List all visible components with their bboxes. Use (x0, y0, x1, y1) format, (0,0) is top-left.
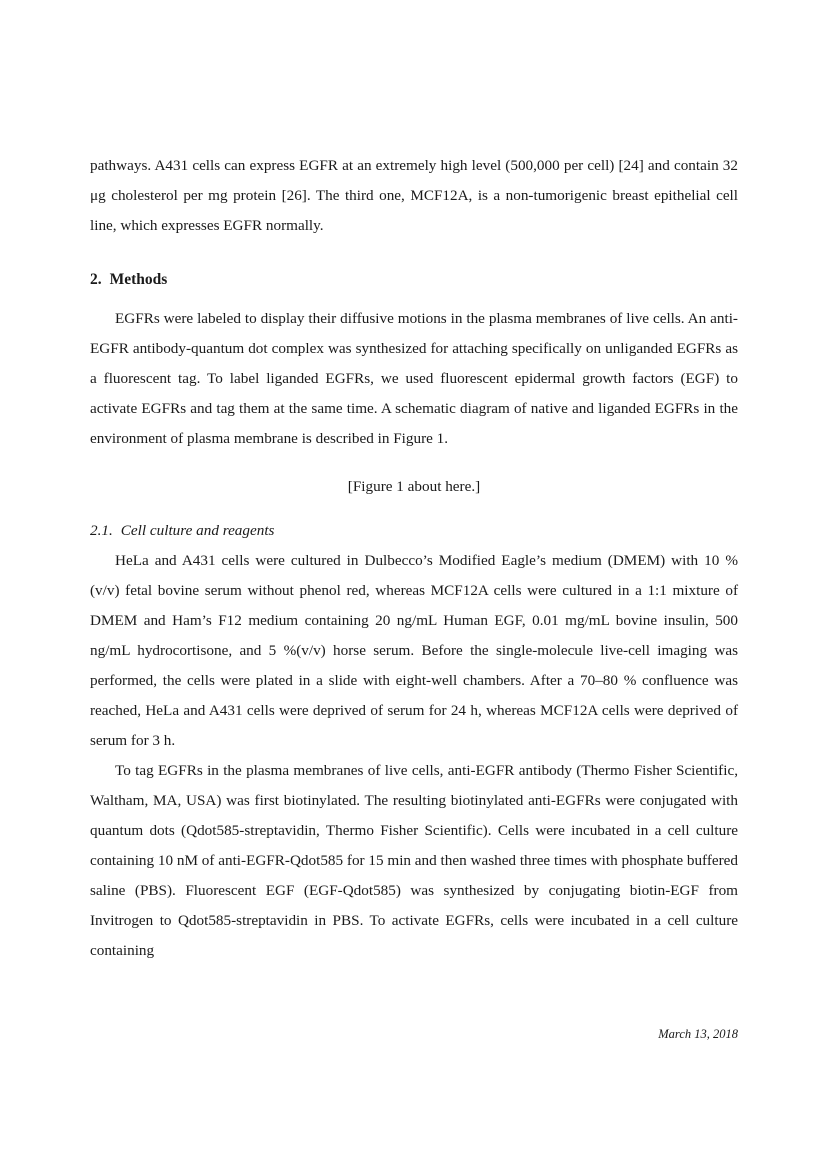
subsection-number: 2.1. (90, 522, 113, 539)
cell-culture-paragraph-2: To tag EGFRs in the plasma membranes of live cells, anti-EGFR antibody (Thermo Fisher Scientific, Waltham, MA, USA) was first biotinylated. The resulting biotinylated anti-EGFRs were conjugated with quantum dots (Qdot585-streptavidin, Thermo Fisher Scientific). Cells were incubated in a cell culture containing 10 nM of anti-EGFR-Qdot585 for 15 min and then washed three times with phosphate buffered saline (PBS). Fluorescent EGF (EGF-Qdot585) was synthesized by conjugating biotin-EGF from Invitrogen to Qdot585-streptavidin in PBS. To activate EGFRs, cells were incubated in a cell culture containing (90, 762, 739, 959)
cell-culture-paragraph-1: HeLa and A431 cells were cultured in Dulbecco’s Modified Eagle’s medium (DMEM) with 10 % (v/v) fetal bovine serum without phenol red, whereas MCF12A cells were cultured in a 1:1 mixture of DMEM and Ham’s F12 medium containing 20 ng/mL Human EGF, 0.01 mg/mL bovine insulin, 500 ng/mL hydrocortisone, and 5 %(v/v) horse serum. Before the single-molecule live-cell imaging was performed, the cells were plated in a slide with eight-well chambers. After a 70–80 % confluence was reached, HeLa and A431 cells were deprived of serum for 24 h, whereas MCF12A cells were deprived of serum for 3 h. (90, 552, 738, 749)
intro-paragraph: pathways. A431 cells can express EGFR at an extremely high level (500,000 per cell) [24] and contain 32 μg cholesterol per mg protein [26]. The third one, MCF12A, is a non-tumorigenic breast epithelial cell line, which expresses EGFR normally. (90, 157, 738, 234)
subsection-title: Cell culture and reagents (120, 522, 275, 539)
page-body (90, 151, 738, 966)
figure-placeholder: [Figure 1 about here.] (347, 478, 481, 495)
methods-paragraph: EGFRs were labeled to display their diffusive motions in the plasma membranes of live cells. An anti-EGFR antibody-quantum dot complex was synthesized for attaching specifically on unliganded EGFRs as a fluorescent tag. To label liganded EGFRs, we used fluorescent epidermal growth factors (EGF) to activate EGFRs and tag them at the same time. A schematic diagram of native and liganded EGFRs in the environment of plasma membrane is described in Figure 1. (90, 310, 738, 447)
section-heading-methods (90, 265, 738, 295)
subsection-heading-cell-culture (90, 516, 738, 546)
section-title: Methods (109, 271, 168, 288)
footer-date: March 13, 2018 (658, 1027, 738, 1041)
section-number: 2. (90, 271, 102, 288)
